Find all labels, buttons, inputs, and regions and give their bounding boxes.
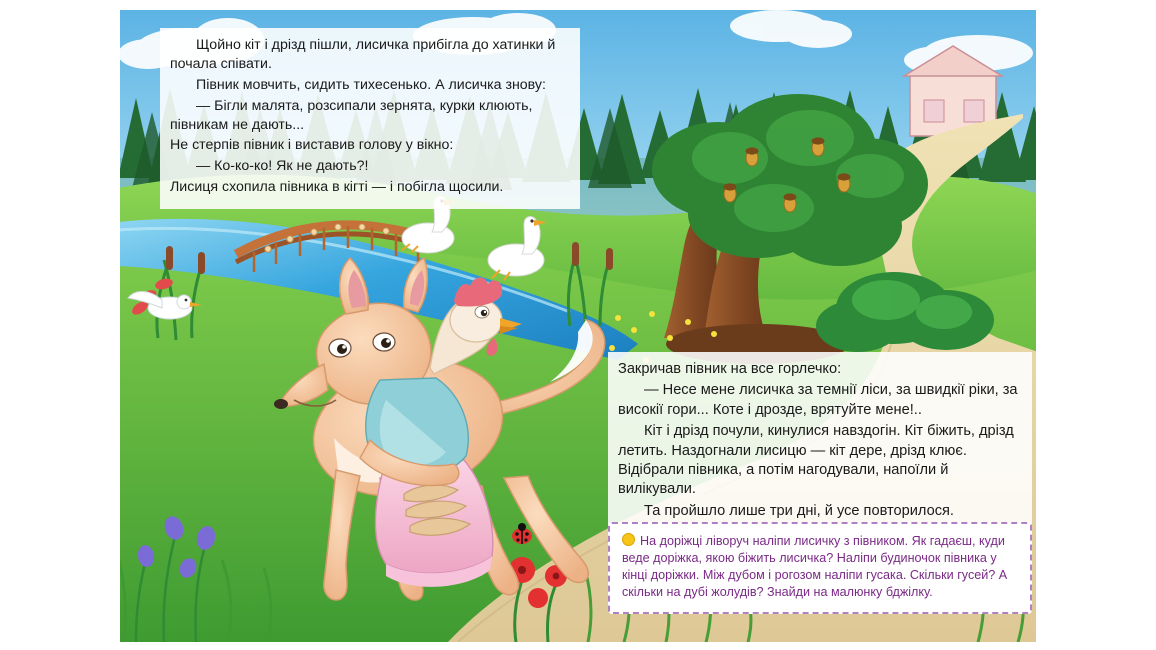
story-paragraph: Лисиця схопила півника в кігті — і побігла щосили.	[170, 179, 504, 196]
story-paragraph: Щойно кіт і дрізд пішли, лисичка прибігла до хатинки й почала співати.	[170, 37, 556, 72]
story-paragraph: Закричав півник на все горлечко:	[618, 361, 842, 377]
page-margin-bottom	[0, 642, 1156, 650]
story-paragraph: Півник мовчить, сидить тихесенько. А лисичка знову:	[196, 76, 546, 93]
story-paragraph: Кіт і дрізд почули, кинулися навздогін. Кіт біжить, дрізд летить. Наздогнали лисицю — кіт дере, дрізд клює. Відібрали півника, а потім нагодували, напоїли й вилікували.	[618, 423, 1014, 498]
page-margin-top	[0, 0, 1156, 10]
page-margin-right	[1036, 0, 1156, 650]
task-text-line	[622, 533, 1018, 602]
page-margin-left	[0, 0, 120, 650]
story-paragraph: — Бігли малята, розсипали зернята, курки клюють, півникам не дають...	[170, 97, 533, 133]
task-text: На доріжці ліворуч наліпи лисичку з півником. Як гадаєш, куди веде доріжка, якою біжить лисичка? Наліпи будиночок півника у кінці доріжки. Між дубом і рогозом наліпи гусака. Скільки гусей? А скільки на дубі жолудів? Знайди на малюнку бджілку.	[622, 534, 1008, 600]
bullet-dot-icon	[622, 533, 635, 546]
story-paragraph: Та пройшло лише три дні, й усе повторилося.	[644, 502, 954, 519]
story-paragraph: Не стерпів півник і виставив голову у вікно:	[170, 137, 454, 154]
story-paragraph: — Несе мене лисичка за темнії ліси, за швидкії ріки, за високії гори... Коте і дрозде, врятуйте мене!..	[618, 382, 1018, 418]
story-text-top	[160, 28, 580, 209]
story-text-right	[608, 352, 1032, 533]
story-paragraph: — Ко-ко-ко! Як не дають?!	[196, 158, 369, 175]
activity-task-box	[608, 522, 1032, 614]
